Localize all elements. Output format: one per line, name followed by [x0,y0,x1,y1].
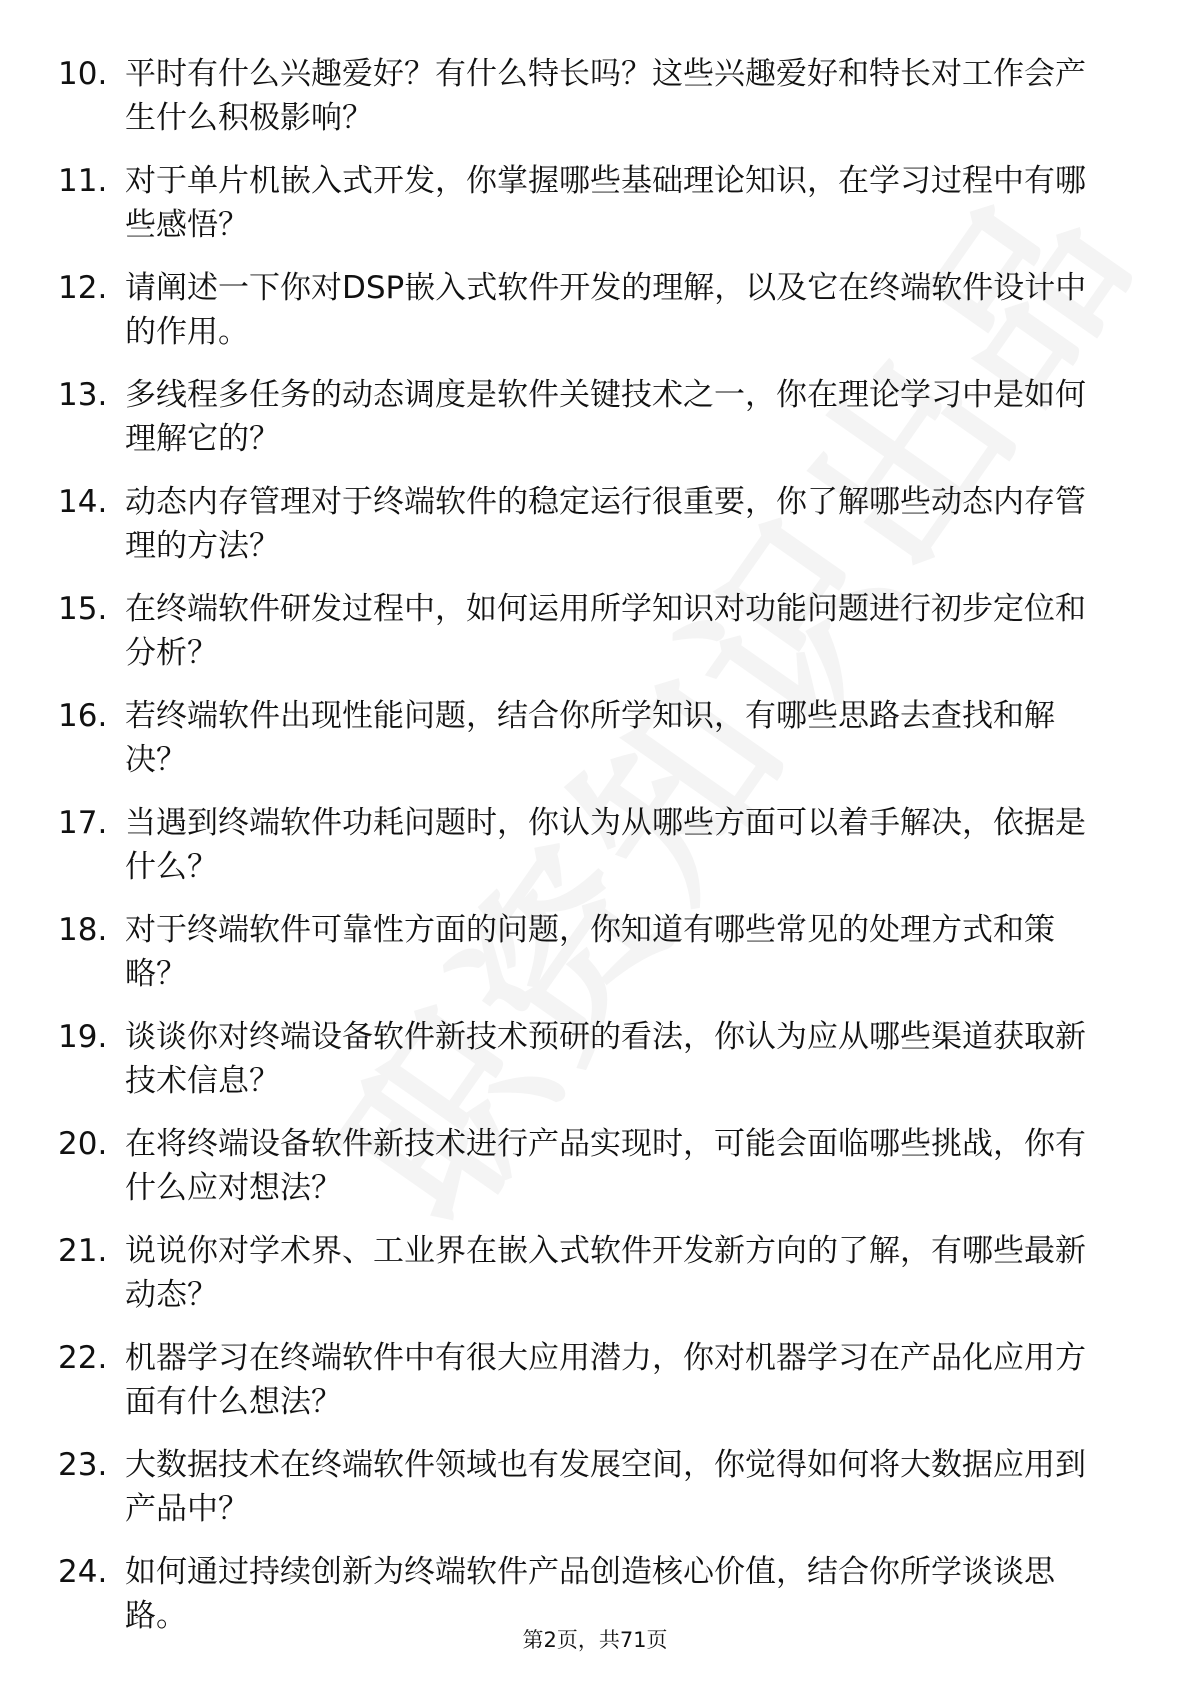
question-text: 说说你对学术界、工业界在嵌入式软件开发新方向的了解，有哪些最新动态？ [125,1233,1086,1313]
list-item [58,1122,1118,1210]
list-item [58,1229,1118,1317]
question-number: 20. [58,1126,108,1162]
question-number: 15. [58,591,108,627]
question-text: 在终端软件研发过程中，如何运用所学知识对功能问题进行初步定位和分析？ [125,591,1086,671]
question-text: 在将终端设备软件新技术进行产品实现时，可能会面临哪些挑战，你有什么应对想法？ [125,1126,1086,1206]
list-item [58,908,1118,996]
list-item [58,694,1118,782]
question-number: 18. [58,912,108,948]
list-item [58,1443,1118,1531]
question-number: 24. [58,1554,108,1590]
question-number: 23. [58,1447,108,1483]
question-number: 19. [58,1019,108,1055]
list-item [58,801,1118,889]
question-number: 12. [58,270,108,306]
list-item [58,587,1118,675]
question-text: 对于单片机嵌入式开发，你掌握哪些基础理论知识，在学习过程中有哪些感悟？ [125,163,1086,243]
question-text: 平时有什么兴趣爱好？有什么特长吗？这些兴趣爱好和特长对工作会产生什么积极影响？ [125,56,1086,136]
list-item [58,159,1118,247]
list-item [58,52,1118,140]
question-text: 动态内存管理对于终端软件的稳定运行很重要，你了解哪些动态内存管理的方法？ [125,484,1086,564]
question-text: 大数据技术在终端软件领域也有发展空间，你觉得如何将大数据应用到产品中？ [125,1447,1086,1527]
question-text: 机器学习在终端软件中有很大应用潜力，你对机器学习在产品化应用方面有什么想法？ [125,1340,1086,1420]
question-text: 请阐述一下你对DSP嵌入式软件开发的理解，以及它在终端软件设计中的作用。 [125,270,1087,350]
question-number: 22. [58,1340,108,1376]
question-number: 17. [58,805,108,841]
question-text: 对于终端软件可靠性方面的问题，你知道有哪些常见的处理方式和策略？ [125,912,1055,992]
question-number: 11. [58,163,108,199]
question-number: 10. [58,56,108,92]
question-text: 若终端软件出现性能问题，结合你所学知识，有哪些思路去查找和解决？ [125,698,1055,778]
list-item [58,1336,1118,1424]
page-number: 第2页，共71页 [522,1628,668,1652]
question-number: 21. [58,1233,108,1269]
question-number: 13. [58,377,108,413]
question-number: 16. [58,698,108,734]
question-list [58,52,1118,1657]
question-text: 多线程多任务的动态调度是软件关键技术之一，你在理论学习中是如何理解它的？ [125,377,1086,457]
question-number: 14. [58,484,108,520]
list-item [58,480,1118,568]
list-item [58,1015,1118,1103]
question-text: 谈谈你对终端设备软件新技术预研的看法，你认为应从哪些渠道获取新技术信息？ [125,1019,1086,1099]
list-item [58,373,1118,461]
list-item [58,266,1118,354]
question-text: 如何通过持续创新为终端软件产品创造核心价值，结合你所学谈谈思路。 [125,1554,1055,1634]
question-text: 当遇到终端软件功耗问题时，你认为从哪些方面可以着手解决，依据是什么？ [125,805,1086,885]
